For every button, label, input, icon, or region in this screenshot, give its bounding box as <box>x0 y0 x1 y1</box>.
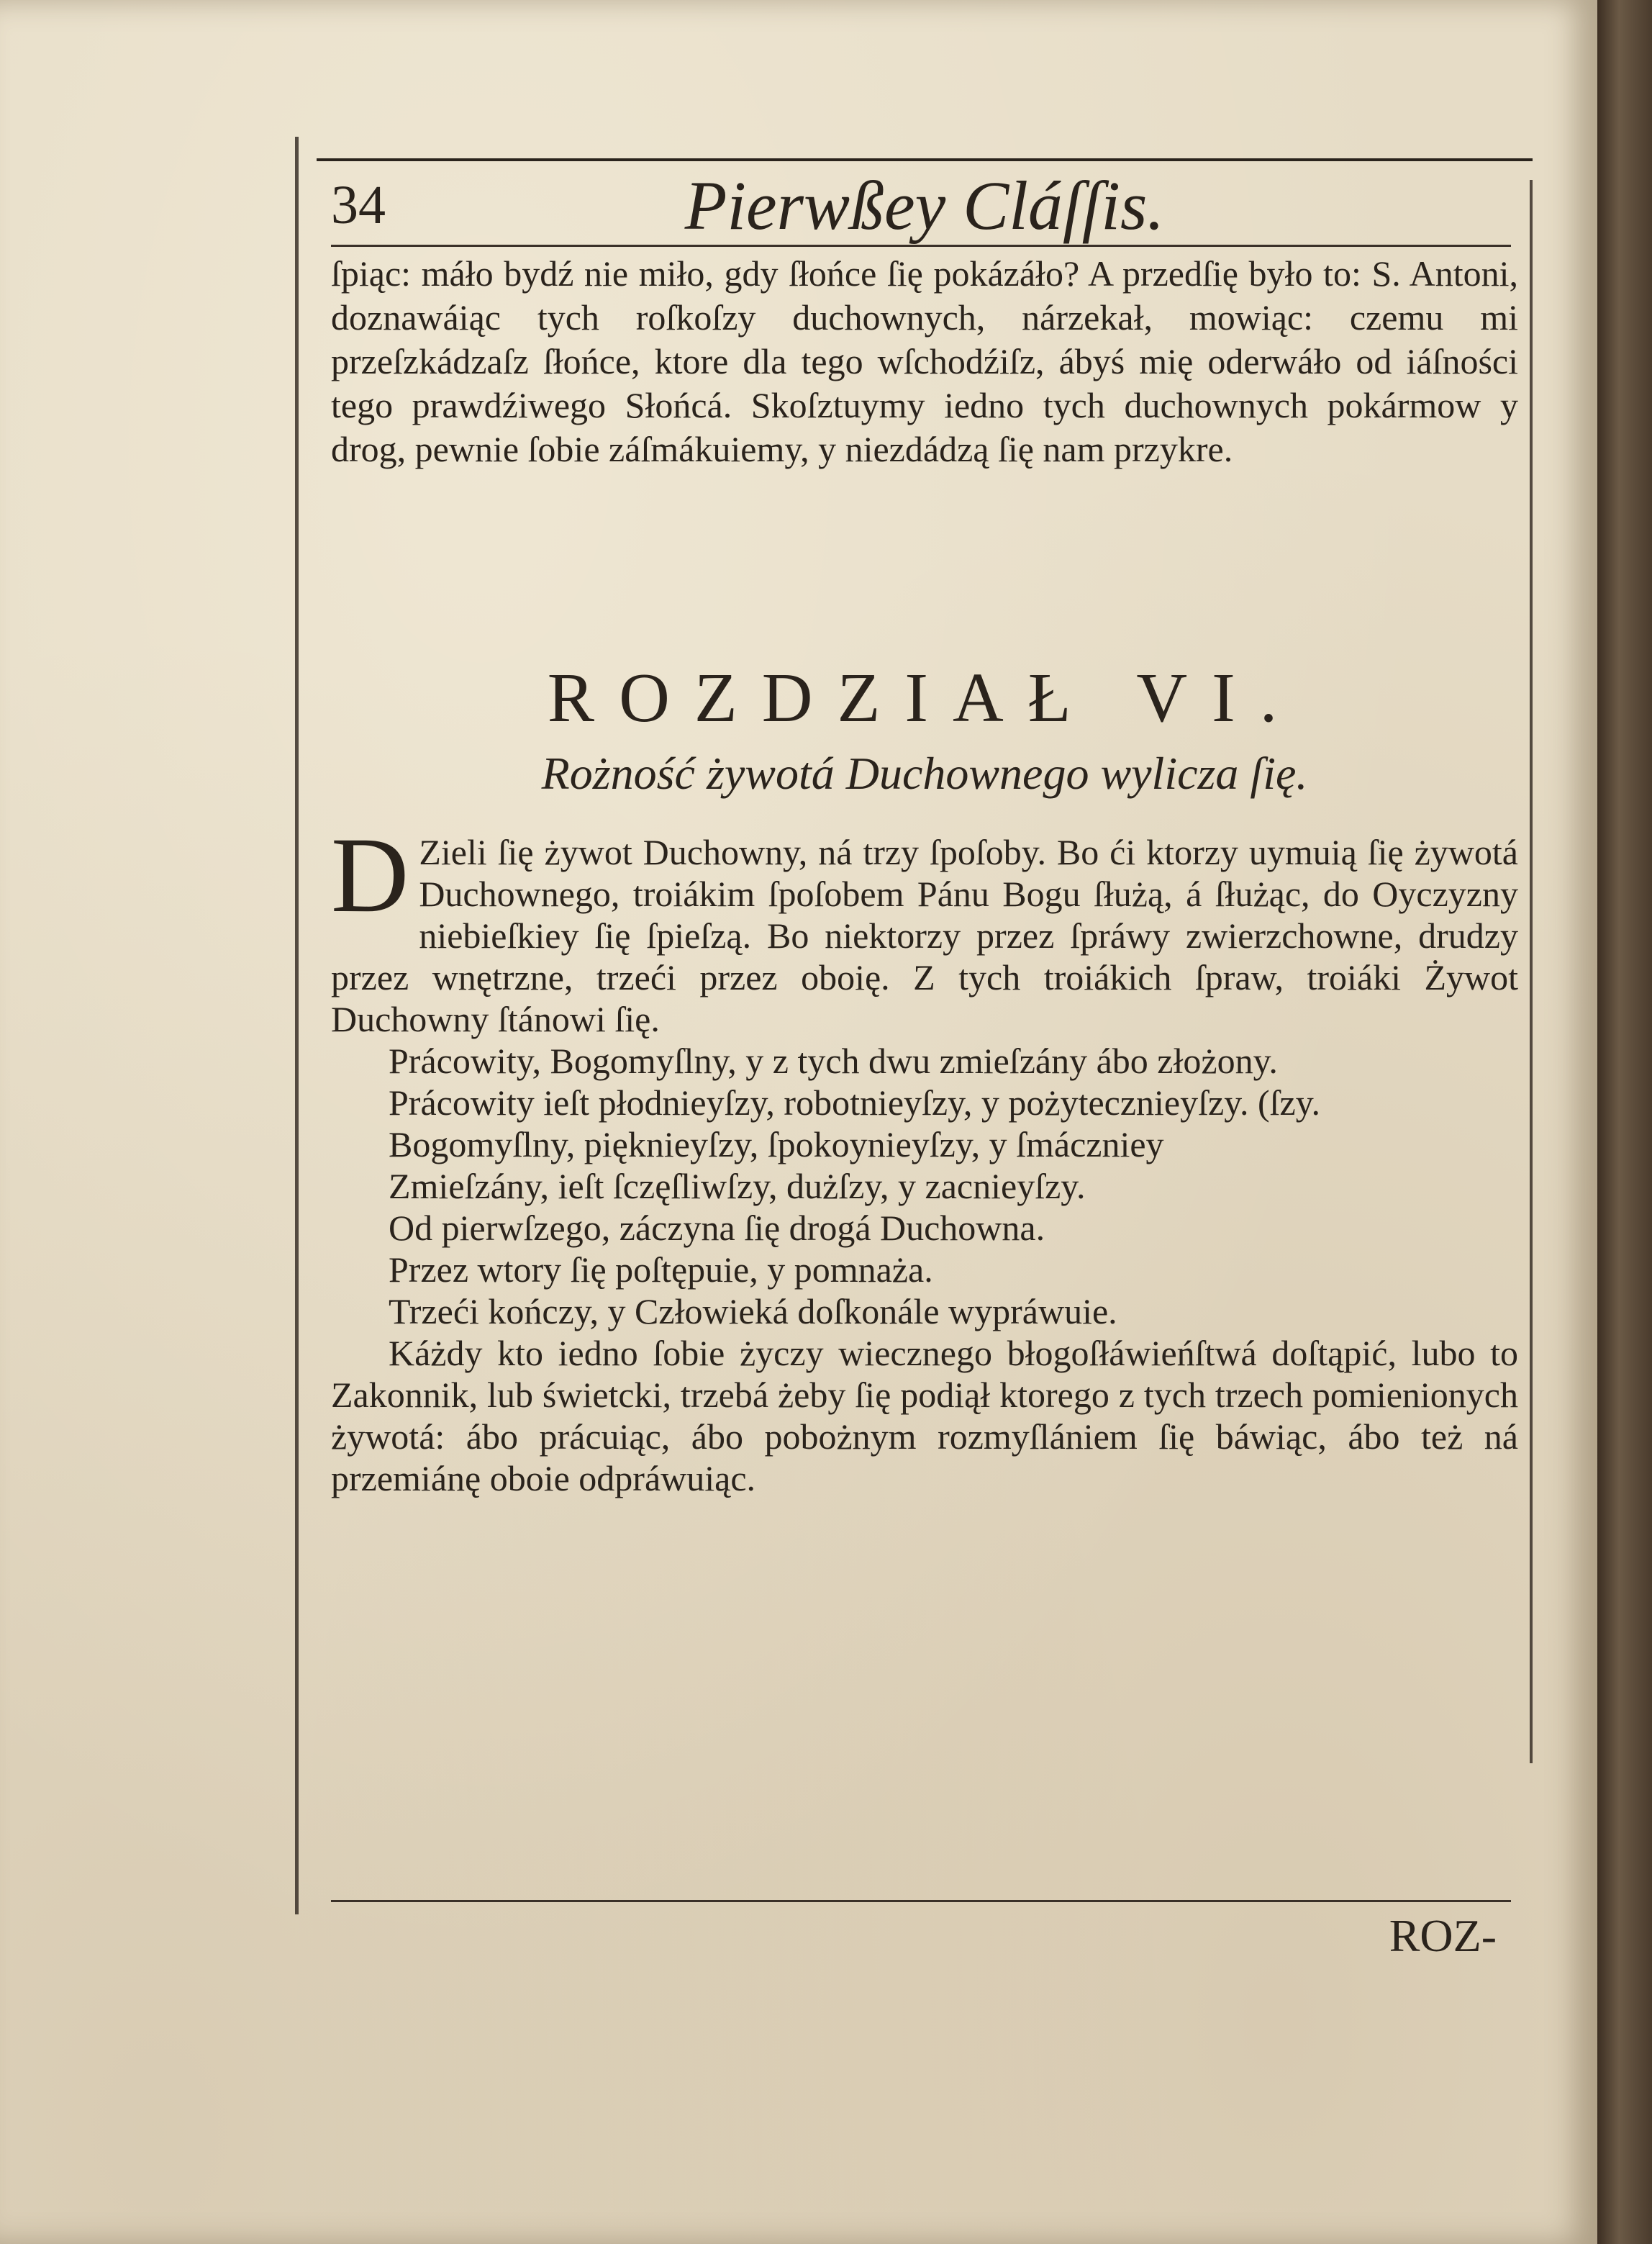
text-frame <box>317 158 1533 1961</box>
top-rule <box>317 158 1533 161</box>
intro-paragraph: ſpiąc: máło bydź nie miło, gdy ſłońce ſię pokázáło? A przedſię było to: S. Antoni, doznawáiąc tych roſkoſzy duchownych, nárzekał, mowiąc: czemu mi przeſzkádzaſz ſłońce, ktore dla tego wſchodźiſz, ábyś mię oderwáło od iáſności tego prawdźiwego Słońcá. Skoſztuymy iedno tych duchownych pokármow y drog, pewnie ſobie záſmákuiemy, y niezdádzą ſię nam przykre. <box>331 253 1518 469</box>
paragraph: Bogomyſlny, pięknieyſzy, ſpokoynieyſzy, y ſmáczniey <box>389 1124 1164 1164</box>
first-paragraph: Zieli ſię żywot Duchowny, ná trzy ſpoſoby. Bo ći ktorzy uymuią ſię żywotá Duchownego, troiákim ſpoſobem Pánu Bogu ſłużą, á ſłużąc, do Oyczyzny niebieſkiey ſię ſpieſzą. Bo niektorzy przez ſpráwy zwierzchowne, drudzy przez wnętrzne, trzeći przez oboię. Z tych troiákich ſpraw, troiáki Żywot Duchowny ſtánowi ſię. <box>331 832 1518 1039</box>
intro-paragraph-block <box>331 252 1518 471</box>
right-margin-rule <box>1530 180 1533 1763</box>
bottom-rule <box>331 1900 1511 1902</box>
paragraph: Trzeći kończy, y Człowieká doſkonále wypráwuie. <box>389 1291 1117 1331</box>
book-spine-edge <box>1597 0 1652 2244</box>
left-margin-rule <box>295 137 299 1914</box>
catchword: ROZ- <box>1389 1910 1497 1961</box>
chapter-body <box>331 815 1518 1499</box>
paragraph: Zmieſzány, ieſt ſczęſliwſzy, dużſzy, y zacnieyſzy. <box>389 1166 1086 1206</box>
header-rule <box>331 245 1511 247</box>
paragraph: Káżdy kto iedno ſobie życzy wiecznego błogoſłáwieńſtwá doſtąpić, lubo to Zakonnik, lub świetcki, trzebá żeby ſię podiął ktorego z tych trzech pomienionych żywotá: ábo prácuiąc, ábo pobożnym rozmyſlániem ſię báwiąc, ábo też ná przemiánę oboie odpráwuiąc. <box>331 1333 1518 1498</box>
running-head: Pierwßey Cláſſis. <box>684 167 1165 244</box>
page-number: 34 <box>331 175 386 235</box>
chapter-title: ROZDZIAŁ VI. <box>547 659 1302 737</box>
paragraph: Prácowity, Bogomyſlny, y z tych dwu zmieſzány ábo złożony. <box>389 1041 1278 1081</box>
chapter-subtitle: Rożność żywotá Duchownego wylicza ſię. <box>541 748 1308 799</box>
page-header <box>331 166 1518 245</box>
paragraph: Od pierwſzego, záczyna ſię drogá Duchowna. <box>389 1208 1045 1248</box>
paragraph: Przez wtory ſię poſtępuie, y pomnaża. <box>389 1249 933 1290</box>
paragraph: Prácowity ieſt płodnieyſzy, robotnieyſzy, y pożytecznieyſzy. (ſzy. <box>389 1082 1320 1123</box>
drop-cap: D <box>331 815 409 935</box>
